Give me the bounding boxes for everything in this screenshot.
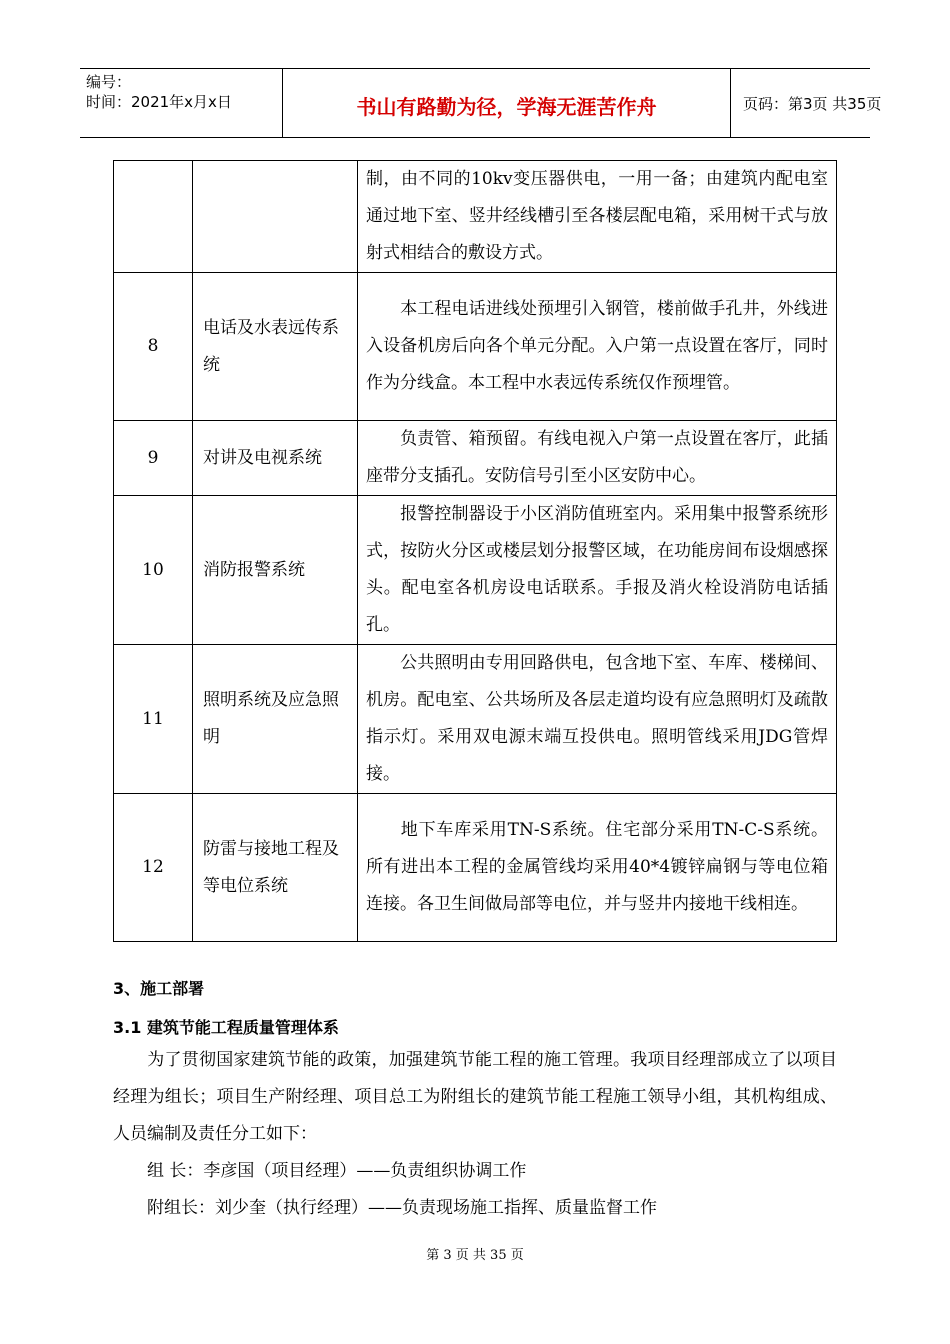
system-description-text: 负责管、箱预留。有线电视入户第一点设置在客厅，此插座带分支插孔。安防信号引至小区安防中心。 bbox=[366, 429, 828, 486]
systems-table bbox=[113, 160, 837, 942]
row-number: 10 bbox=[114, 496, 193, 645]
system-description-text: 制，由不同的10kv变压器供电，一用一备；由建筑内配电室通过地下室、竖井经线槽引至各楼层配电箱，采用树干式与放射式相结合的敷设方式。 bbox=[366, 169, 828, 263]
system-name bbox=[193, 161, 358, 273]
system-name: 电话及水表远传系统 bbox=[193, 273, 358, 421]
header-motto-cell bbox=[283, 69, 731, 137]
table-row bbox=[114, 273, 837, 421]
system-description-text: 本工程电话进线处预埋引入钢管，楼前做手孔井，外线进入设备机房后向各个单元分配。入户第一点设置在客厅，同时作为分线盒。本工程中水表远传系统仅作预埋管。 bbox=[366, 299, 828, 393]
system-name: 对讲及电视系统 bbox=[193, 421, 358, 496]
row-number: 9 bbox=[114, 421, 193, 496]
member-line: 附组长：刘少奎（执行经理）——负责现场施工指挥、质量监督工作 bbox=[147, 1198, 657, 1218]
motto: 书山有路勤为径，学海无涯苦作舟 bbox=[356, 95, 657, 119]
system-name: 消防报警系统 bbox=[193, 496, 358, 645]
table-row bbox=[114, 645, 837, 794]
system-description bbox=[358, 496, 837, 645]
table-row bbox=[114, 496, 837, 645]
member-line: 组 长：李彦国（项目经理）——负责组织协调工作 bbox=[147, 1161, 527, 1181]
table-row bbox=[114, 161, 837, 273]
system-description-text: 地下车库采用TN-S系统。住宅部分采用TN-C-S系统。所有进出本工程的金属管线均采用40*4镀锌扁钢与等电位箱连接。各卫生间做局部等电位，并与竖井内接地干线相连。 bbox=[366, 820, 828, 914]
system-description bbox=[358, 161, 837, 273]
table-row bbox=[114, 794, 837, 942]
system-description bbox=[358, 273, 837, 421]
code-label: 编号： bbox=[86, 73, 132, 91]
row-number: 8 bbox=[114, 273, 193, 421]
row-number: 12 bbox=[114, 794, 193, 942]
system-name: 照明系统及应急照明 bbox=[193, 645, 358, 794]
system-description bbox=[358, 645, 837, 794]
section-paragraph bbox=[113, 1042, 837, 1153]
row-number bbox=[114, 161, 193, 273]
page-info: 页码：第3页 共35页 bbox=[743, 95, 882, 113]
system-name: 防雷与接地工程及等电位系统 bbox=[193, 794, 358, 942]
section-heading: 3、施工部署 bbox=[113, 979, 205, 998]
page-header bbox=[80, 68, 882, 138]
row-number: 11 bbox=[114, 645, 193, 794]
header-meta-cell bbox=[80, 69, 283, 137]
system-description bbox=[358, 421, 837, 496]
page-footer: 第 3 页 共 35 页 bbox=[426, 1248, 524, 1263]
section-paragraph-text: 为了贯彻国家建筑节能的政策，加强建筑节能工程的施工管理。我项目经理部成立了以项目经理为组长；项目生产附经理、项目总工为附组长的建筑节能工程施工领导小组，其机构组成、人员编制及责任分工如下： bbox=[113, 1050, 837, 1144]
system-description-text: 公共照明由专用回路供电，包含地下室、车库、楼梯间、机房。配电室、公共场所及各层走道均设有应急照明灯及疏散指示灯。采用双电源末端互投供电。照明管线采用JDG管焊接。 bbox=[366, 653, 828, 784]
date-label: 时间：2021年x月x日 bbox=[86, 93, 232, 111]
system-description-text: 报警控制器设于小区消防值班室内。采用集中报警系统形式，按防火分区或楼层划分报警区域，在功能房间布设烟感探头。配电室各机房设电话联系。手报及消火栓设消防电话插孔。 bbox=[366, 504, 828, 635]
subsection-heading: 3.1 建筑节能工程质量管理体系 bbox=[113, 1018, 339, 1037]
table-row bbox=[114, 421, 837, 496]
system-description bbox=[358, 794, 837, 942]
systems-table-body bbox=[114, 161, 837, 942]
header-page-cell bbox=[731, 69, 882, 137]
